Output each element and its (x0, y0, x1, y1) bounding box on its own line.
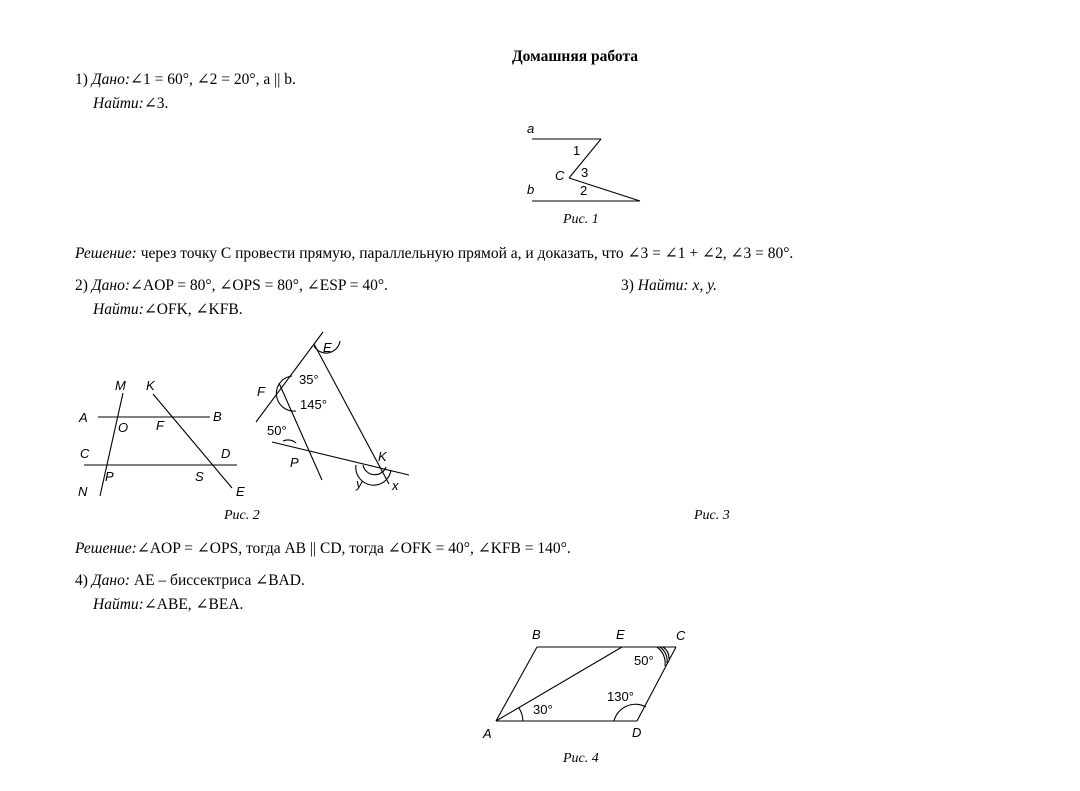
arc-50 (283, 440, 296, 443)
find-label: Найти: (93, 95, 144, 112)
solution-text: ∠AOP = ∠OPS, тогда AB || CD, тогда ∠OFK = 40°, ∠KFB = 140°. (136, 540, 571, 557)
find-label: Найти: (637, 277, 689, 294)
problem-number: 1) (75, 71, 88, 88)
arc-50-3 (657, 647, 665, 666)
figure-2-caption: Рис. 2 (224, 508, 260, 523)
label-2: 2 (580, 183, 588, 198)
solution-label: Решение: (75, 245, 137, 262)
solution-text: через точку C провести прямую, параллельную прямой a, и доказать, что ∠3 = ∠1 + ∠2, ∠3 = 80°. (136, 245, 794, 262)
label-c: C (80, 446, 90, 461)
figure-3-caption: Рис. 3 (694, 508, 730, 523)
given-label: Дано: (91, 572, 131, 589)
label-b: B (532, 627, 541, 642)
problem-number: 2) (75, 277, 88, 294)
label-50: 50° (634, 653, 654, 668)
label-e: E (323, 340, 332, 355)
label-50: 50° (267, 423, 287, 438)
given-label: Дано: (91, 277, 131, 294)
given-text: AE – биссектриса ∠BAD. (130, 572, 305, 589)
label-y: y (356, 476, 363, 491)
page-title: Домашняя работа (512, 48, 638, 65)
label-3: 3 (581, 165, 589, 180)
label-b: b (527, 182, 535, 197)
figure-1-caption: Рис. 1 (563, 212, 599, 227)
label-p: P (290, 455, 299, 470)
label-n: N (78, 484, 88, 499)
label-a: A (79, 410, 88, 425)
label-k: K (378, 449, 387, 464)
find-text: ∠ABE, ∠BEA. (143, 596, 244, 613)
find-label: Найти: (93, 301, 144, 318)
label-s: S (195, 469, 204, 484)
label-35: 35° (299, 372, 319, 387)
label-a: A (483, 726, 492, 741)
label-e: E (616, 627, 625, 642)
label-d: D (632, 725, 642, 740)
problem-number: 4) (75, 572, 88, 589)
label-130: 130° (607, 689, 634, 704)
given-text: ∠1 = 60°, ∠2 = 20°, a || b. (130, 71, 296, 88)
label-o: O (118, 420, 129, 435)
figure-4-caption: Рис. 4 (563, 751, 599, 766)
arc-30 (519, 708, 523, 721)
given-label: Дано: (91, 71, 131, 88)
label-m: M (115, 378, 126, 393)
label-c: C (555, 168, 565, 183)
find-text: x, y. (688, 277, 718, 294)
given-text: ∠AOP = 80°, ∠OPS = 80°, ∠ESP = 40°. (130, 277, 388, 294)
label-f: F (257, 384, 265, 399)
label-145: 145° (300, 397, 327, 412)
label-x: x (392, 478, 399, 493)
problem-number: 3) (621, 277, 634, 294)
label-e: E (236, 484, 245, 499)
label-30: 30° (533, 702, 553, 717)
bisector-ae (496, 647, 622, 721)
solution-label: Решение: (75, 540, 137, 557)
label-f: F (156, 418, 164, 433)
label-b: B (213, 409, 222, 424)
label-1: 1 (573, 143, 581, 158)
label-a: a (527, 121, 535, 136)
label-c: C (676, 628, 686, 643)
find-text: ∠OFK, ∠KFB. (143, 301, 243, 318)
find-label: Найти: (93, 596, 144, 613)
label-d: D (221, 446, 231, 461)
side-ab (496, 647, 537, 721)
label-p: P (105, 469, 114, 484)
find-text: ∠3. (143, 95, 169, 112)
label-k: K (146, 378, 155, 393)
